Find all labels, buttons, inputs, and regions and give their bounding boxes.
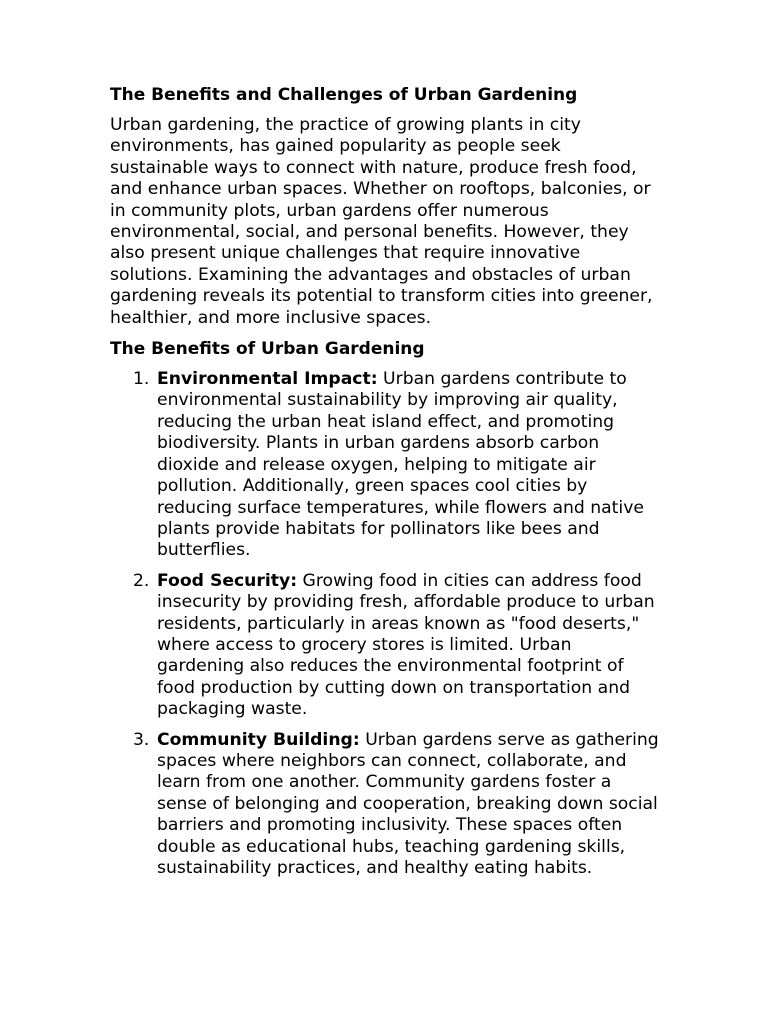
- list-item-text: Growing food in cities can address food insecurity by providing fresh, affordable produce to urban residents, particularly in areas known as "food deserts," where access to grocery stores is limited. Urban gardening also reduces the environmental footprint of food production by cutting down on transportation and packaging waste.: [157, 570, 655, 720]
- list-item-term: Environmental Impact:: [157, 369, 378, 390]
- list-item-number: 1.: [133, 369, 150, 390]
- list-item-term: Community Building:: [157, 729, 360, 750]
- list-item: [110, 369, 660, 562]
- section-heading-benefits: The Benefits of Urban Gardening: [110, 339, 425, 360]
- benefits-list: [110, 369, 660, 879]
- document-title: The Benefits and Challenges of Urban Gardening: [110, 85, 578, 105]
- list-item-number: 2.: [133, 570, 150, 591]
- intro-paragraph: Urban gardening, the practice of growing plants in city environments, has gained popularity as people seek sustainable ways to connect with nature, produce fresh food, and enhance urban spaces. Whether on rooftops, balconies, or in community plots, urban gardens offer numerous environmental, social, and personal benefits. However, they also present unique challenges that require innovative solutions. Examining the advantages and obstacles of urban gardening reveals its potential to transform cities into greener, healthier, and more inclusive spaces.: [110, 115, 653, 328]
- list-item-number: 3.: [133, 729, 150, 750]
- document-content: [110, 84, 660, 888]
- list-item: [110, 571, 660, 721]
- list-item-term: Food Security:: [157, 570, 298, 591]
- list-item-text: Urban gardens serve as gathering spaces where neighbors can connect, collaborate, and learn from one another. Community gardens foster a sense of belonging and cooperation, breaking down social barriers and promoting inclusivity. These spaces often double as educational hubs, teaching gardening skills, sustainability practices, and healthy eating habits.: [157, 729, 659, 878]
- list-item-text: Urban gardens contribute to environmental sustainability by improving air quality, reducing the urban heat island effect, and promoting biodiversity. Plants in urban gardens absorb carbon dioxide and release oxygen, helping to mitigate air pollution. Additionally, green spaces cool cities by reducing surface temperatures, while flowers and native plants provide habitats for pollinators like bees and butterflies.: [157, 369, 644, 561]
- list-item: [110, 730, 660, 880]
